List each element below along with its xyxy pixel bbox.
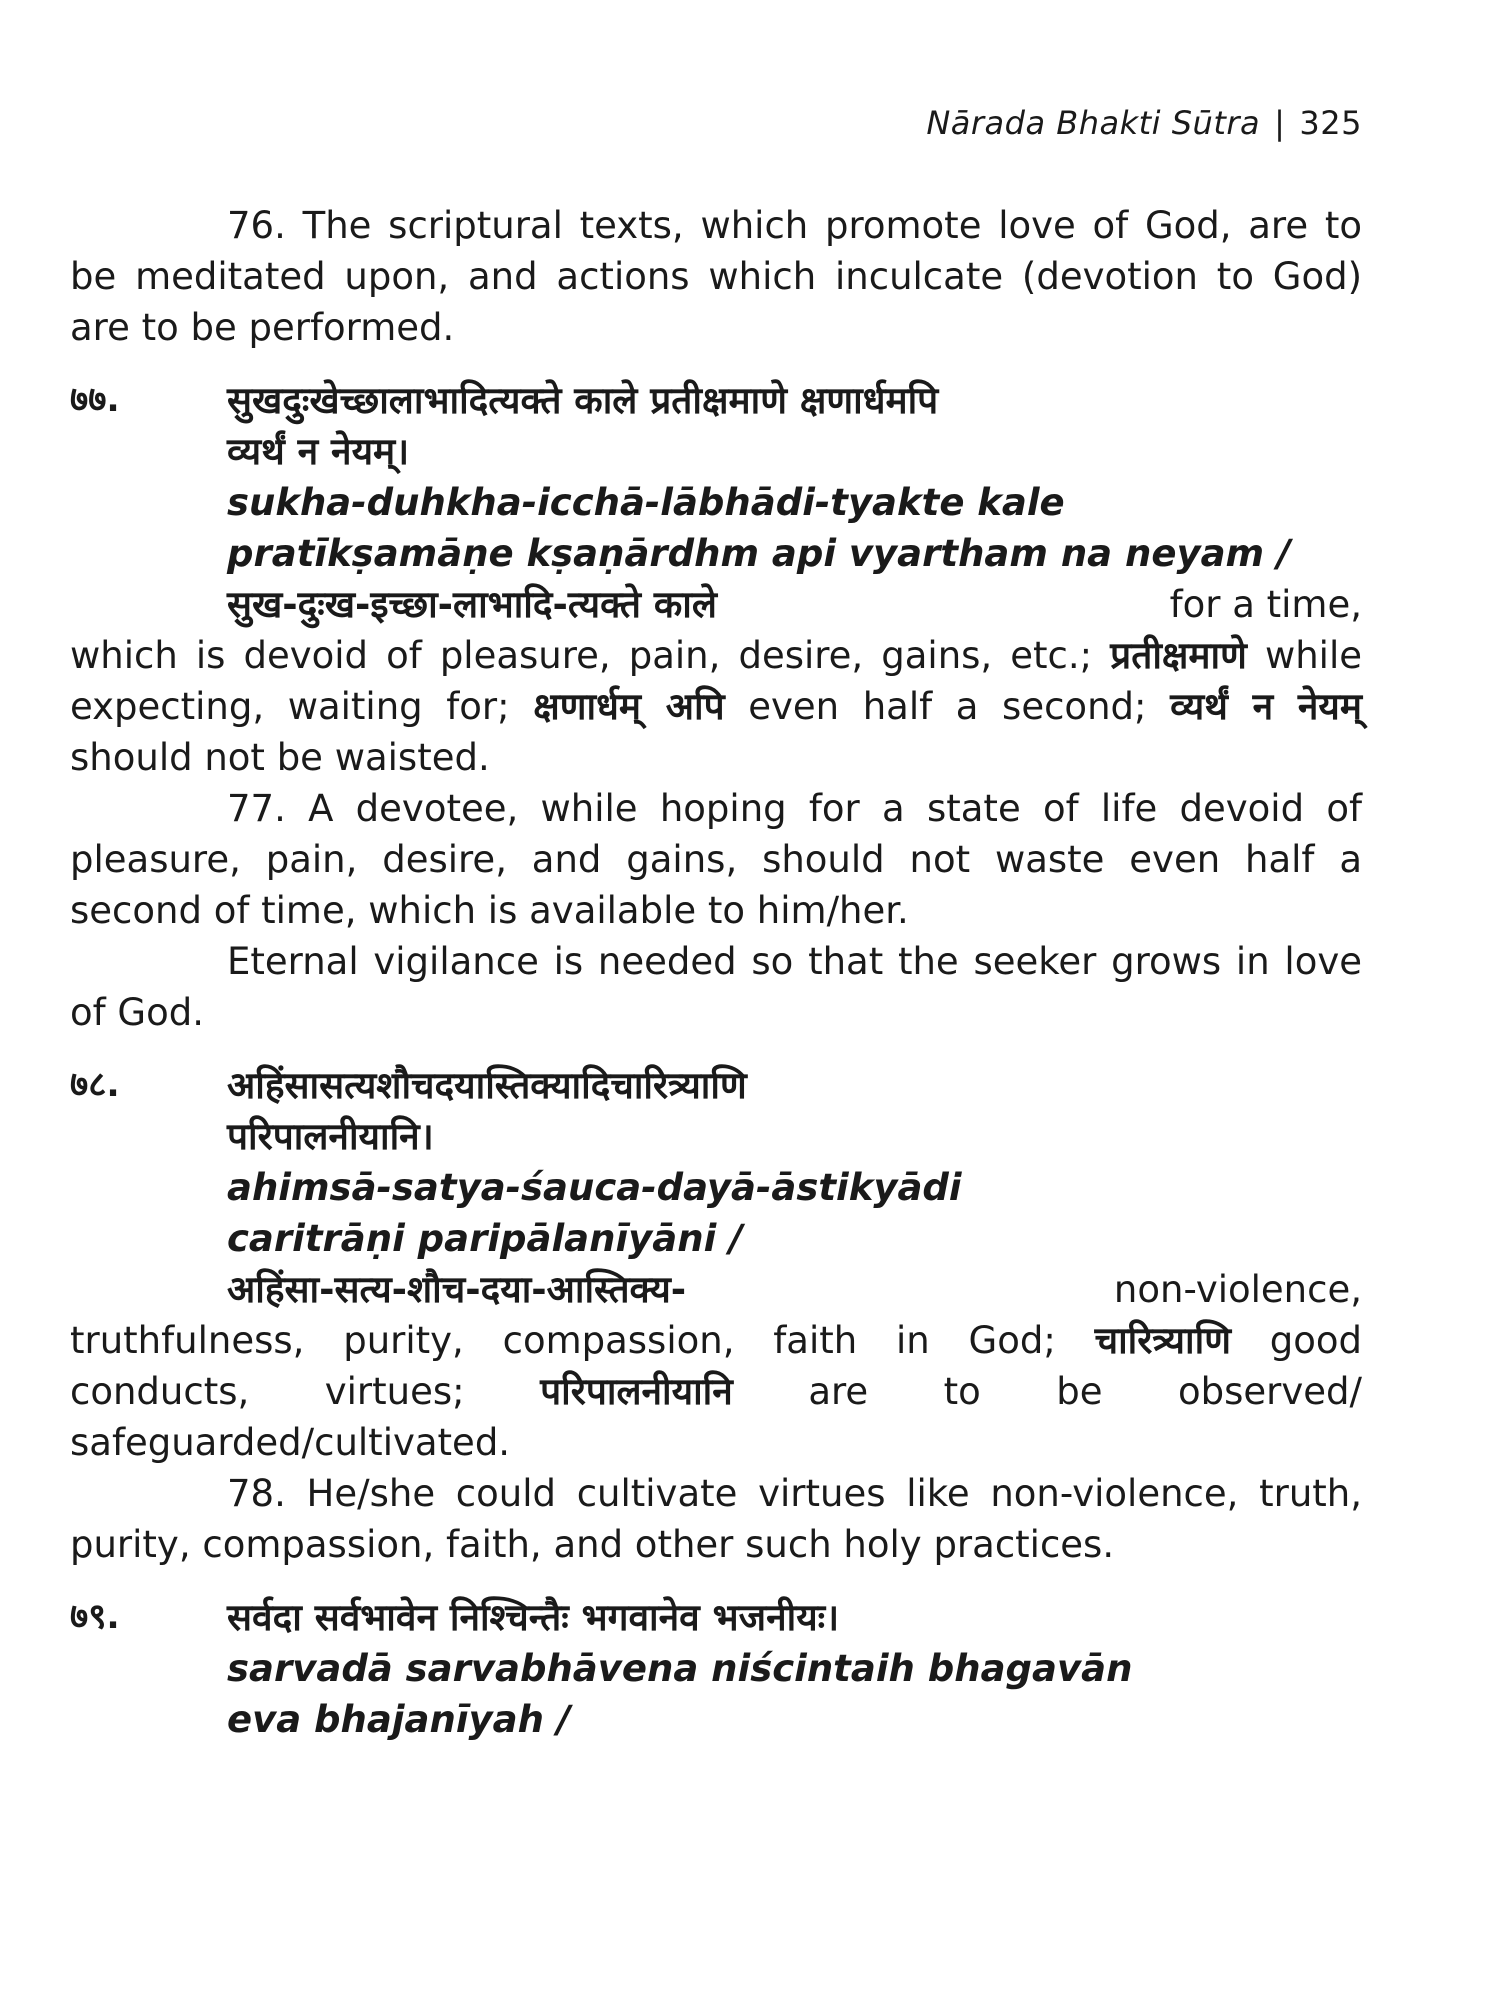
transliteration-line: pratīkṣamāṇe kṣaṇārdhm api vyartham na neyam /	[227, 532, 1291, 575]
word-sanskrit: परिपालनीयानि	[540, 1370, 733, 1413]
page-number: 325	[1299, 104, 1362, 142]
transliteration-line: sukha-duhkha-icchā-lābhādi-tyakte kale	[227, 481, 1065, 524]
word-gloss: even half a second;	[748, 685, 1147, 728]
verse-number: ७७.	[70, 380, 120, 420]
verse-79	[70, 1592, 1362, 1745]
transliteration-line: caritrāṇi paripālanīyāni /	[227, 1217, 743, 1260]
transliteration-line: sarvadā sarvabhāvena niścintaih bhagavān	[227, 1647, 1133, 1690]
verse-78	[70, 1060, 1362, 1264]
transliteration-line: ahimsā-satya-śauca-dayā-āstikyādi	[227, 1166, 962, 1209]
word-meanings-77	[70, 630, 1362, 783]
translation-77: 77. A devotee, while hoping for a state of life devoid of pleasure, pain, desire, and gains, should not waste even half a second of time, which is available to him/her.	[70, 787, 1362, 932]
word-gloss-continued: truthfulness, purity, compassion, faith in God;	[70, 1319, 1056, 1362]
word-sanskrit: चारित्र्याणि	[1094, 1319, 1231, 1362]
header-separator: |	[1274, 104, 1286, 142]
word-gloss: while expecting, waiting for;	[70, 634, 1363, 728]
word-gloss: good conducts, virtues;	[70, 1319, 1363, 1413]
word-sanskrit: अहिंसा-सत्य-शौच-दया-आस्तिक्य-	[227, 1268, 687, 1311]
page-body	[70, 200, 1362, 1745]
book-title: Nārada Bhakti Sūtra	[926, 104, 1261, 142]
sanskrit-line: व्यर्थं न नेयम्।	[227, 430, 410, 473]
word-gloss: for a time,	[1169, 583, 1362, 626]
running-header	[926, 104, 1362, 142]
commentary-77: Eternal vigilance is needed so that the seeker grows in love of God.	[70, 940, 1362, 1034]
word-gloss: should not be waisted.	[70, 736, 490, 779]
sanskrit-line: सुखदुःखेच्छालाभादित्यक्ते काले प्रतीक्षमाणे क्षणार्धमपि	[227, 379, 939, 422]
word-sanskrit: सुख-दुःख-इच्छा-लाभादि-त्यक्ते काले	[227, 583, 717, 626]
word-gloss: non-violence,	[1113, 1268, 1362, 1311]
word-sanskrit: व्यर्थं न नेयम्	[1170, 685, 1363, 728]
word-gloss: are to be observed/ safeguarded/cultivated.	[70, 1370, 1363, 1464]
translation-78: 78. He/she could cultivate virtues like non-violence, truth, purity, compassion, faith, and other such holy practices.	[70, 1472, 1362, 1566]
word-sanskrit: प्रतीक्षमाणे	[1110, 634, 1247, 677]
transliteration-line: eva bhajanīyah /	[227, 1698, 571, 1741]
sanskrit-line: परिपालनीयानि।	[227, 1115, 434, 1158]
word-sanskrit: क्षणार्धम् अपि	[533, 685, 725, 728]
sanskrit-line: अहिंसासत्यशौचदयास्तिक्यादिचारित्र्याणि	[227, 1064, 747, 1107]
verse-number: ७९.	[70, 1597, 120, 1637]
verse-77	[70, 375, 1362, 579]
word-meaning-line	[70, 579, 1362, 630]
sanskrit-line: सर्वदा सर्वभावेन निश्चिन्तैः भगवानेव भजनीयः।	[227, 1596, 840, 1639]
word-gloss-continued: which is devoid of pleasure, pain, desire, gains, etc.;	[70, 634, 1093, 677]
translation-76: 76. The scriptural texts, which promote love of God, are to be meditated upon, and actions which inculcate (devotion to God) are to be performed.	[70, 204, 1362, 349]
word-meaning-line	[70, 1264, 1362, 1315]
verse-number: ७८.	[70, 1065, 120, 1105]
word-meanings-78	[70, 1315, 1362, 1468]
